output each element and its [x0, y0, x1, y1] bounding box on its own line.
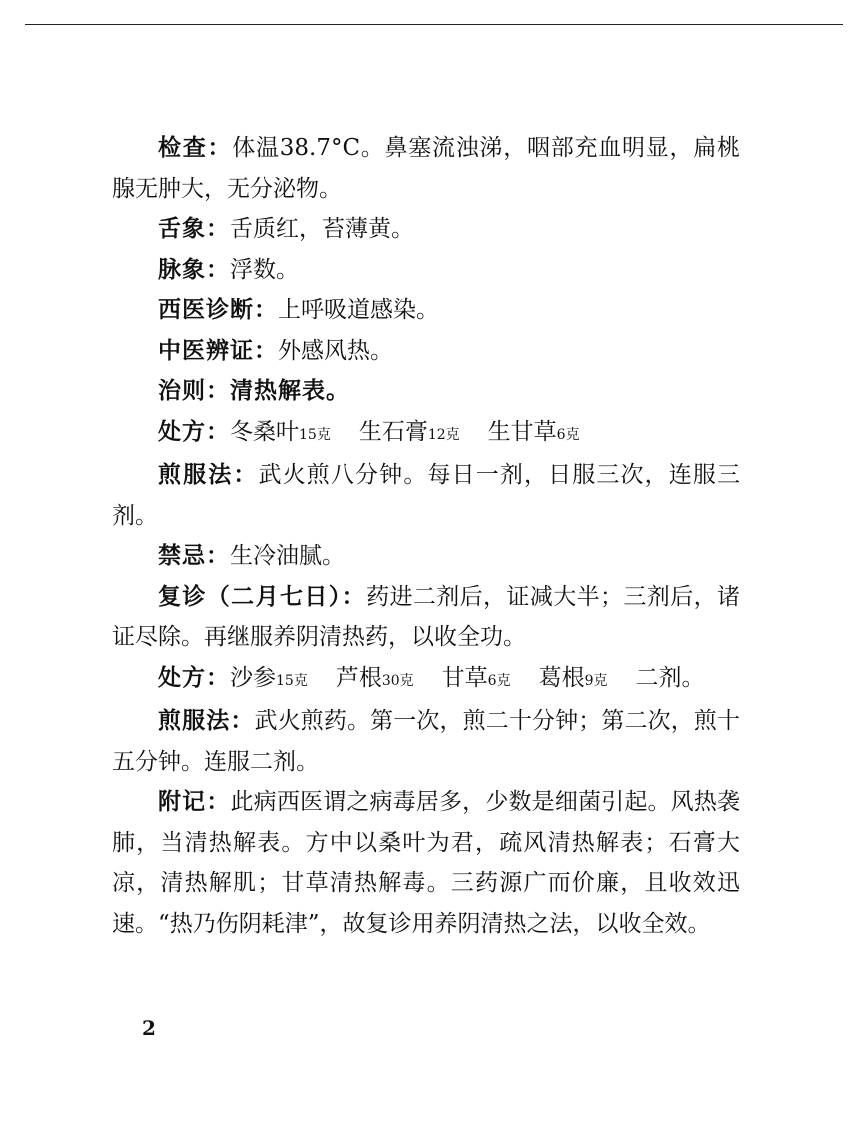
followup-label: 复诊（二月七日）：	[158, 582, 367, 610]
taboo-label: 禁忌：	[158, 542, 230, 569]
herb-name: 生石膏	[358, 418, 428, 445]
decoction-1-paragraph	[112, 455, 740, 536]
prescription-2-label: 处方：	[158, 663, 230, 691]
note-text: 此病西医谓之病毒居多，少数是细菌引起。风热袭肺，当清热解表。方中以桑叶为君，疏风清热解表；石膏大凉，清热解肌；甘草清热解毒。三药源广而价廉，且收效迅速。“热乃伤阴耗津”，故复诊用养阴清热之法，以收全效。	[112, 789, 741, 937]
principle-paragraph	[112, 371, 740, 412]
herb-dose: 6克	[487, 672, 511, 689]
tongue-label: 舌象：	[158, 215, 230, 242]
herb-dose: 15克	[276, 672, 308, 689]
prescription-2-suffix: 二剂。	[635, 664, 705, 691]
herb-dose: 12克	[427, 426, 460, 443]
pulse-paragraph	[112, 250, 740, 291]
decoction-2-paragraph	[112, 701, 740, 782]
followup-text: 药进二剂后，证减大半；三剂后，诸证尽除。再继服养阴清热药，以收全功。	[112, 583, 741, 650]
principle-label: 治则：	[158, 377, 230, 404]
prescription-1-paragraph	[112, 412, 740, 456]
decoction-1-label: 煎服法：	[158, 461, 259, 488]
exam-paragraph	[112, 128, 740, 209]
herb-name: 甘草	[441, 664, 488, 691]
prescription-1-label: 处方：	[158, 417, 230, 445]
western-diagnosis-text: 上呼吸道感染。	[278, 297, 439, 323]
herb-dose: 15克	[299, 426, 331, 443]
tcm-diagnosis-paragraph	[112, 331, 740, 372]
pulse-label: 脉象：	[158, 255, 230, 283]
western-diagnosis-label: 西医诊断：	[158, 296, 278, 323]
tongue-text: 舌质红，苔薄黄。	[230, 216, 414, 242]
decoction-2-label: 煎服法：	[158, 707, 255, 734]
page-number: 2	[142, 1016, 156, 1040]
tcm-diagnosis-text: 外感风热。	[278, 337, 393, 364]
herb-dose: 30克	[381, 672, 414, 689]
western-diagnosis-paragraph	[112, 290, 740, 331]
herb-name: 冬桑叶	[230, 418, 299, 445]
principle-text: 清热解表。	[230, 377, 350, 404]
herb-dose: 9克	[584, 672, 608, 689]
prescription-2-paragraph	[112, 658, 740, 702]
herb-dose: 6克	[556, 426, 580, 443]
herb-name: 沙参	[230, 664, 276, 691]
pulse-text: 浮数。	[230, 256, 299, 283]
tongue-paragraph	[112, 209, 740, 250]
exam-text: 体温38.7°C。鼻塞流浊涕，咽部充血明显，扁桃腺无肿大，无分泌物。	[112, 135, 741, 202]
taboo-text: 生冷油腻。	[230, 543, 345, 569]
top-rule	[25, 24, 843, 25]
note-paragraph	[112, 782, 740, 944]
decoction-2-text: 武火煎药。第一次，煎二十分钟；第二次，煎十五分钟。连服二剂。	[112, 708, 740, 775]
herb-name: 生甘草	[487, 418, 557, 445]
herb-name: 葛根	[538, 664, 585, 691]
taboo-paragraph	[112, 536, 740, 577]
case-text	[112, 128, 740, 944]
tcm-diagnosis-label: 中医辨证：	[158, 336, 278, 364]
decoction-1-text: 武火煎八分钟。每日一剂，日服三次，连服三剂。	[112, 462, 741, 529]
followup-paragraph	[112, 577, 740, 658]
note-label: 附记：	[158, 788, 231, 815]
exam-label: 检查：	[158, 134, 233, 161]
herb-name: 芦根	[335, 664, 382, 691]
